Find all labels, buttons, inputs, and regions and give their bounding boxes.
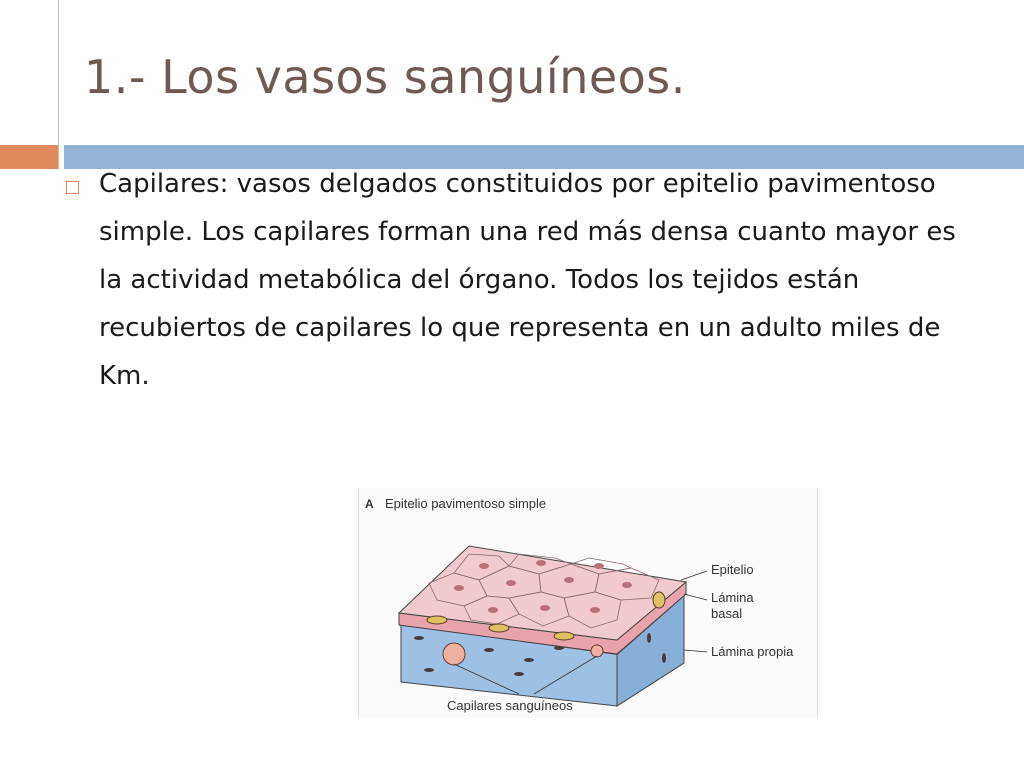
slide-title: 1.- Los vasos sanguíneos. bbox=[84, 50, 686, 104]
label-lamina-basal-line2: basal bbox=[711, 606, 743, 621]
epithelium-illustration bbox=[359, 488, 817, 718]
label-capilares: Capilares sanguíneos bbox=[447, 698, 573, 713]
label-epitelio: Epitelio bbox=[711, 562, 754, 577]
epithelium-figure bbox=[358, 488, 818, 718]
figure-caption: Epitelio pavimentoso simple bbox=[385, 496, 547, 511]
title-vertical-rule bbox=[58, 0, 59, 170]
bullet-text: Capilares: vasos delgados constituidos por epitelio pavimentoso simple. Los capilares forman una red más densa cuanto mayor es la actividad metabólica del órgano. Todos los tejidos están recubiertos de capilares lo que representa en un adulto miles de Km. bbox=[99, 169, 956, 391]
bullet-item bbox=[66, 160, 966, 400]
square-bullet-icon bbox=[66, 181, 79, 194]
label-lamina-basal-line1: Lámina bbox=[711, 590, 754, 605]
label-lamina-propia: Lámina propia bbox=[711, 644, 794, 659]
figure-panel-letter: A bbox=[365, 497, 374, 511]
accent-bar-orange bbox=[0, 145, 58, 169]
